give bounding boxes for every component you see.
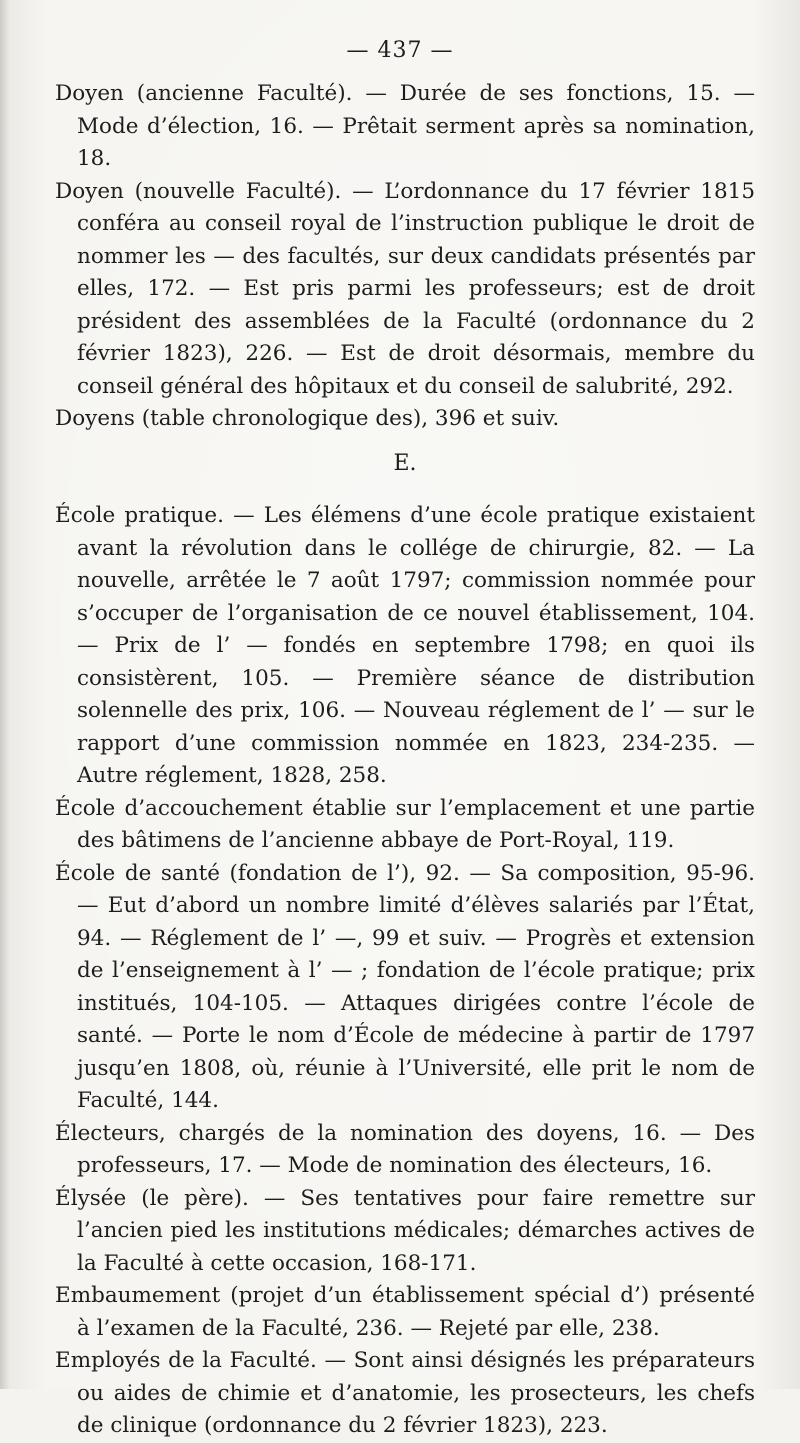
index-entry: Doyen (nouvelle Faculté). — L’ordonnance du 17 février 1815 conféra au conseil royal de l’instruction publique le droit de nommer les — des facultés, sur deux candidats présentés par elles, 172. — Est pris parmi les professeurs; est de droit président des assemblées de la Faculté (ordonnance du 2 février 1823), 226. — Est de droit désormais, membre du conseil général des hôpitaux et du conseil de salubrité, 292. bbox=[55, 178, 755, 399]
index-content bbox=[55, 78, 755, 1443]
index-entry: Doyens (table chronologique des), 396 et suiv. bbox=[55, 406, 560, 431]
index-entry: Employés de la Faculté. — Sont ainsi désignés les préparateurs ou aides de chimie et d’anatomie, les prosecteurs, les chefs de clinique (ordonnance du 2 février 1823), 223. bbox=[55, 1348, 755, 1438]
binding-shadow bbox=[0, 0, 10, 1389]
index-entry: Embaumement (projet d’un établissement spécial d’) présenté à l’examen de la Faculté, 236. — Rejeté par elle, 238. bbox=[55, 1283, 755, 1341]
index-entry: École de santé (fondation de l’), 92. — Sa composition, 95-96. — Eut d’abord un nombre limité d’élèves salariés par l’État, 94. — Réglement de l’ —, 99 et suiv. — Progrès et extension de l’enseignement à l’ — ; fondation de l’école pratique; prix institués, 104-105. — Attaques dirigées contre l’école de santé. — Porte le nom d’École de médecine à partir de 1797 jusqu’en 1808, où, réunie à l’Université, elle prit le nom de Faculté, 144. bbox=[55, 860, 755, 1113]
index-entries-e bbox=[55, 500, 755, 1443]
index-entry: École pratique. — Les élémens d’une école pratique existaient avant la révolution dans le collége de chirurgie, 82. — La nouvelle, arrêtée le 7 août 1797; commission nommée pour s’occuper de l’organisation de ce nouvel établissement, 104. — Prix de l’ — fondés en septembre 1798; en quoi ils consistèrent, 105. — Première séance de distribution solennelle des prix, 106. — Nouveau réglement de l’ — sur le rapport d’une commission nommée en 1823, 234-235. — Autre réglement, 1828, 258. bbox=[55, 503, 755, 788]
index-entry: École d’accouchement établie sur l’emplacement et une partie des bâtimens de l’ancienne abbaye de Port-Royal, 119. bbox=[55, 795, 755, 853]
index-entry: Doyen (ancienne Faculté). — Durée de ses fonctions, 15. — Mode d’élection, 16. — Prêtait serment après sa nomination, 18. bbox=[55, 81, 755, 171]
index-entries-d bbox=[55, 78, 755, 436]
page-number: — 437 — bbox=[346, 38, 454, 63]
index-entry: Électeurs, chargés de la nomination des doyens, 16. — Des professeurs, 17. — Mode de nomination des électeurs, 16. bbox=[55, 1120, 755, 1178]
section-letter: E. bbox=[393, 450, 417, 476]
index-entry: Élysée (le père). — Ses tentatives pour faire remettre sur l’ancien pied les institutions médicales; démarches actives de la Faculté à cette occasion, 168-171. bbox=[55, 1185, 755, 1276]
